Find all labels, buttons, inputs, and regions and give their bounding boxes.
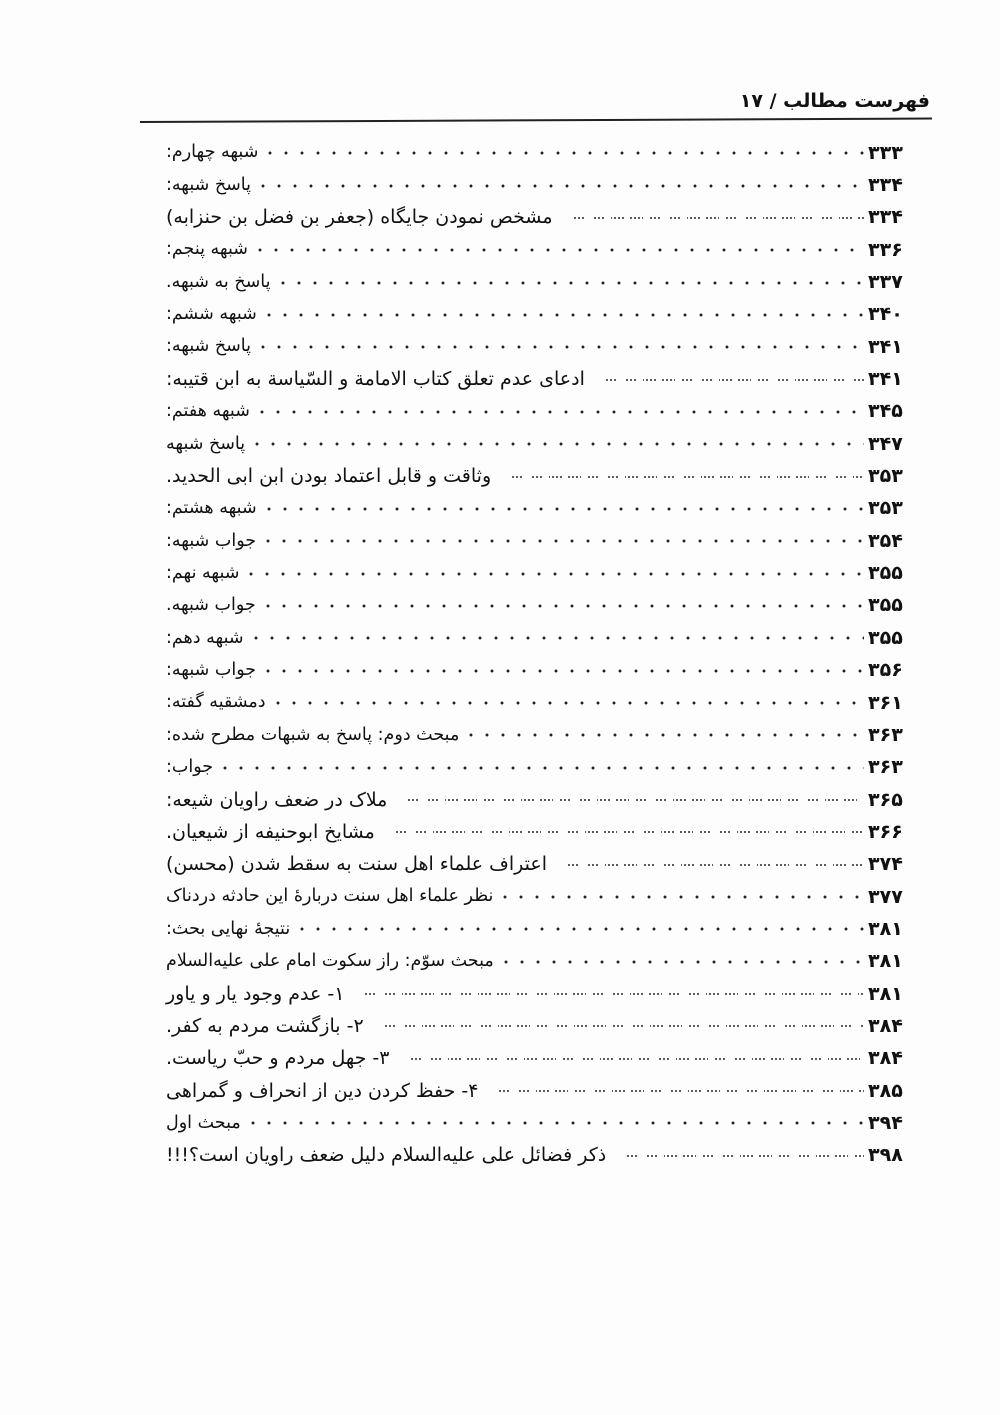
dot-leader (217, 761, 864, 775)
dot-leader (245, 1116, 864, 1130)
toc-entry-title: شبهه پنجم: (166, 239, 248, 260)
toc-entry-page-number: ۳۳۶ (868, 238, 903, 261)
toc-entry-title: پاسخ شبهه (166, 433, 246, 454)
toc-entry-page-number: ۳۴۱ (868, 335, 903, 358)
toc-entry (160, 687, 912, 719)
dot-leader (249, 437, 864, 451)
toc-entry-page-number: ۳۹۴ (868, 1111, 903, 1134)
toc-entry-title: جواب شبهه. (166, 595, 256, 616)
toc-entry-title: جواب: (166, 756, 214, 777)
toc-entry (160, 946, 912, 978)
dot-leader (364, 987, 864, 1001)
toc-entry-title: مشایخ ابوحنیفه از شیعیان. (166, 820, 375, 843)
toc-entry (160, 525, 912, 557)
toc-entry (160, 913, 912, 945)
dot-leader (573, 211, 864, 225)
toc-entry-page-number: ۳۶۳ (868, 756, 903, 779)
toc-entry-page-number: ۳۴۱ (868, 368, 903, 391)
dot-leader (254, 405, 864, 419)
toc-entry-page-number: ۳۳۳ (868, 141, 903, 164)
toc-entry (160, 428, 912, 460)
toc-entry-title: ۱- عدم وجود یار و یاور (166, 982, 345, 1005)
dot-leader (395, 825, 864, 839)
toc-entry-title: پاسخ به شبهه. (166, 271, 271, 292)
dot-leader (384, 1019, 864, 1033)
toc-entry-title: ۲- بازگشت مردم به کفر. (166, 1014, 364, 1037)
dot-leader (252, 243, 864, 257)
toc-entry-title: شبهه چهارم: (166, 142, 259, 163)
toc-entry (160, 234, 912, 266)
toc-entry-title: نظر علماء اهل سنت دربارهٔ این حادثه دردناک (166, 886, 494, 907)
toc-entry-page-number: ۳۷۷ (868, 885, 903, 908)
dot-leader (463, 728, 864, 742)
toc-entry (160, 202, 912, 234)
toc-entry-title: شبهه دهم: (166, 627, 244, 648)
toc-entry-page-number: ۳۷۴ (868, 853, 903, 876)
toc-entry (160, 1043, 912, 1075)
toc-entry-page-number: ۳۶۱ (868, 691, 903, 714)
toc-entry (160, 978, 912, 1010)
toc-entry-page-number: ۳۳۴ (868, 206, 903, 229)
toc-entry-page-number: ۳۶۶ (868, 820, 903, 843)
dot-leader (270, 696, 864, 710)
dot-leader (262, 146, 864, 160)
toc-entry-title: ۳- جهل مردم و حبّ ریاست. (166, 1047, 390, 1070)
toc-entry-title: ادعای عدم تعلق کتاب الامامة و السّیاسة به ابن قتیبه: (166, 368, 585, 391)
toc-entry-title: جواب شبهه: (166, 659, 257, 680)
dot-leader (407, 793, 864, 807)
toc-entry-title: شبهه هشتم: (166, 498, 257, 519)
toc-entry (160, 169, 912, 201)
toc-entry-title: شبهه هفتم: (166, 401, 250, 422)
toc-entry (160, 266, 912, 298)
dot-leader (260, 599, 864, 613)
dot-leader (567, 858, 864, 872)
toc-entry-title: جواب شبهه: (166, 530, 257, 551)
toc-entry (160, 460, 912, 492)
dot-leader (255, 179, 864, 193)
toc-entry-title: مشخص نمودن جایگاه (جعفر بن فضل بن حنزابه) (166, 206, 553, 229)
toc-entry-title: مبحث دوم: پاسخ به شبهات مطرح شده: (166, 724, 460, 745)
toc-entry-title: ذکر فضائل علی علیه‌السلام دلیل ضعف راویان است؟!!! (166, 1144, 607, 1167)
toc-entry-title: ۴- حفظ کردن دین از انحراف و گمراهی (166, 1079, 479, 1102)
toc-entry (160, 1107, 912, 1139)
toc-entry-page-number: ۳۹۸ (868, 1144, 903, 1167)
toc-entry-page-number: ۳۴۷ (868, 432, 903, 455)
dot-leader (511, 470, 864, 484)
dot-leader (260, 534, 864, 548)
toc-entry-page-number: ۳۵۳ (868, 497, 903, 520)
toc-entry (160, 1075, 912, 1107)
toc-entry-page-number: ۳۶۵ (868, 788, 903, 811)
toc-entry (160, 493, 912, 525)
toc-entry-page-number: ۳۳۴ (868, 174, 903, 197)
toc-entry (160, 881, 912, 913)
toc-entry (160, 1010, 912, 1042)
toc-entry-page-number: ۳۸۱ (868, 917, 903, 940)
toc-entry (160, 622, 912, 654)
toc-entry (160, 719, 912, 751)
dot-leader (294, 922, 864, 936)
toc-entry-title: مبحث سوّم: راز سکوت امام علی علیه‌السلام (166, 951, 494, 972)
toc-entry (160, 590, 912, 622)
toc-entry (160, 396, 912, 428)
table-of-contents (160, 137, 912, 1172)
toc-entry (160, 137, 912, 169)
dot-leader (261, 502, 864, 516)
toc-entry (160, 331, 912, 363)
dot-leader (497, 890, 864, 904)
dot-leader (248, 631, 864, 645)
toc-entry (160, 363, 912, 395)
toc-entry-title: پاسخ شبهه: (166, 336, 252, 357)
toc-entry-title: دمشقیه گفته: (166, 692, 266, 713)
toc-entry-title: وثاقت و قابل اعتماد بودن ابن ابی الحدید. (166, 465, 492, 488)
running-header (140, 88, 930, 116)
toc-entry-title: شبهه ششم: (166, 304, 257, 325)
toc-entry-page-number: ۳۵۵ (868, 594, 903, 617)
toc-entry-title: اعتراف علماء اهل سنت به سقط شدن (محسن) (166, 853, 547, 876)
toc-entry-page-number: ۳۸۵ (868, 1079, 903, 1102)
toc-entry-page-number: ۳۵۵ (868, 626, 903, 649)
dot-leader (255, 340, 864, 354)
toc-entry (160, 752, 912, 784)
toc-entry-title: ملاک در ضعف راویان شیعه: (166, 788, 388, 811)
toc-entry (160, 1140, 912, 1172)
toc-entry-page-number: ۳۶۳ (868, 723, 903, 746)
dot-leader (626, 1149, 864, 1163)
dot-leader (498, 955, 864, 969)
dot-leader (261, 308, 864, 322)
toc-entry (160, 849, 912, 881)
header-title: فهرست مطالب / ۱۷ (739, 90, 930, 112)
toc-entry-page-number: ۳۵۵ (868, 562, 903, 585)
toc-entry-page-number: ۳۵۶ (868, 659, 903, 682)
dot-leader (410, 1052, 865, 1066)
toc-entry-page-number: ۳۵۳ (868, 465, 903, 488)
toc-entry-title: نتیجهٔ نهایی بحث: (166, 918, 291, 939)
toc-entry (160, 816, 912, 848)
toc-entry-page-number: ۳۴۰ (868, 303, 903, 326)
header-rule (140, 118, 932, 123)
toc-entry-page-number: ۳۸۴ (868, 1014, 903, 1037)
dot-leader (243, 567, 864, 581)
toc-entry-title: شبهه نهم: (166, 562, 240, 583)
toc-entry (160, 784, 912, 816)
toc-entry-page-number: ۳۸۱ (868, 950, 903, 973)
toc-entry (160, 299, 912, 331)
dot-leader (605, 373, 864, 387)
toc-entry-page-number: ۳۴۵ (868, 400, 903, 423)
toc-entry-page-number: ۳۵۴ (868, 529, 903, 552)
dot-leader (498, 1084, 864, 1098)
dot-leader (260, 664, 864, 678)
toc-entry-title: پاسخ شبهه: (166, 174, 252, 195)
dot-leader (275, 276, 865, 290)
toc-entry-page-number: ۳۸۱ (868, 982, 903, 1005)
toc-entry (160, 655, 912, 687)
toc-entry-page-number: ۳۳۷ (868, 271, 903, 294)
toc-entry (160, 557, 912, 589)
toc-entry-page-number: ۳۸۴ (868, 1047, 903, 1070)
toc-entry-title: مبحث اول (166, 1112, 241, 1133)
